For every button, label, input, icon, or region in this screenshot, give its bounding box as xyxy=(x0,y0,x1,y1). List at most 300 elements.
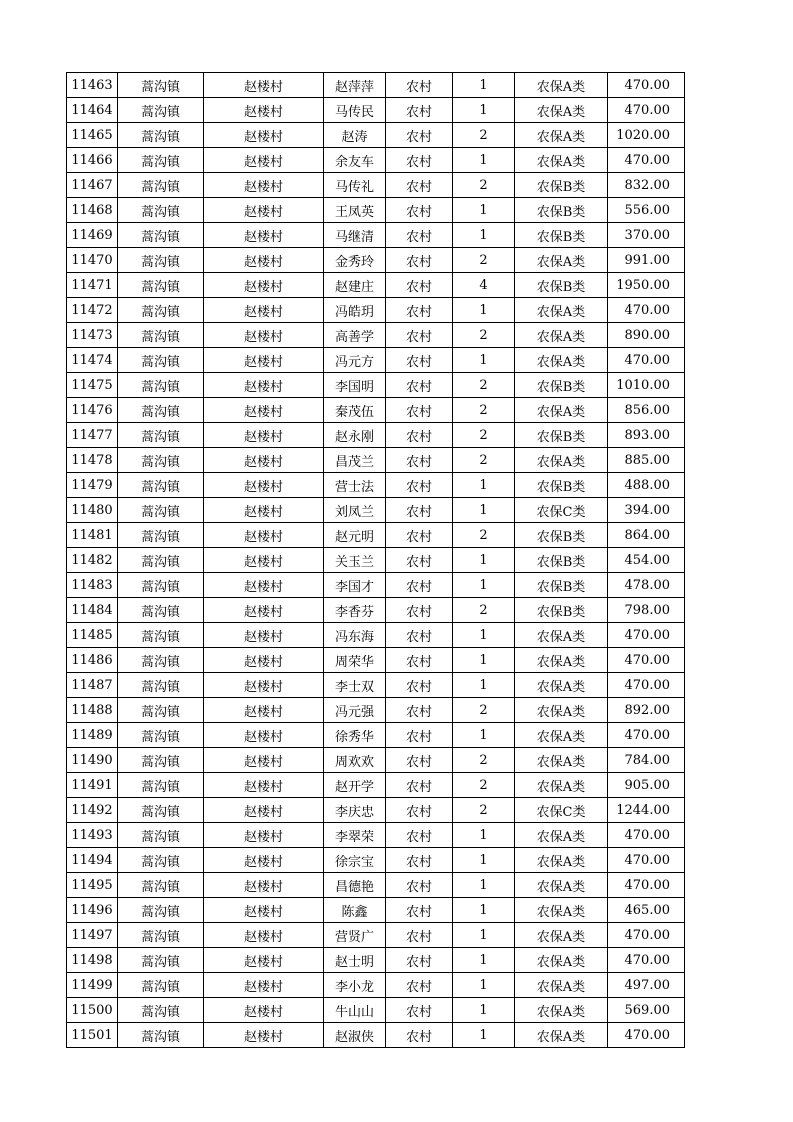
person-name-cell: 金秀玲 xyxy=(324,248,386,273)
record-number-cell: 11474 xyxy=(67,348,118,373)
amount-cell: 470.00 xyxy=(608,648,685,673)
village-cell: 赵楼村 xyxy=(204,873,324,898)
table-row xyxy=(67,673,685,698)
village-cell: 赵楼村 xyxy=(204,148,324,173)
insurance-category-cell: 农保B类 xyxy=(515,273,608,298)
area-type-cell: 农村 xyxy=(386,323,453,348)
amount-cell: 497.00 xyxy=(608,973,685,998)
insurance-category-cell: 农保A类 xyxy=(515,698,608,723)
household-count-cell: 1 xyxy=(453,848,515,873)
record-number-cell: 11466 xyxy=(67,148,118,173)
household-count-cell: 1 xyxy=(453,298,515,323)
person-name-cell: 李小龙 xyxy=(324,973,386,998)
amount-cell: 991.00 xyxy=(608,248,685,273)
amount-cell: 893.00 xyxy=(608,423,685,448)
amount-cell: 1950.00 xyxy=(608,273,685,298)
person-name-cell: 营士法 xyxy=(324,473,386,498)
village-cell: 赵楼村 xyxy=(204,623,324,648)
village-cell: 赵楼村 xyxy=(204,473,324,498)
person-name-cell: 李庆忠 xyxy=(324,798,386,823)
insurance-category-cell: 农保A类 xyxy=(515,248,608,273)
village-cell: 赵楼村 xyxy=(204,898,324,923)
area-type-cell: 农村 xyxy=(386,798,453,823)
insurance-category-cell: 农保B类 xyxy=(515,173,608,198)
town-cell: 蒿沟镇 xyxy=(118,348,204,373)
record-number-cell: 11464 xyxy=(67,98,118,123)
village-cell: 赵楼村 xyxy=(204,1023,324,1048)
insurance-category-cell: 农保A类 xyxy=(515,98,608,123)
insurance-category-cell: 农保A类 xyxy=(515,848,608,873)
record-number-cell: 11467 xyxy=(67,173,118,198)
household-count-cell: 2 xyxy=(453,248,515,273)
village-cell: 赵楼村 xyxy=(204,573,324,598)
amount-cell: 856.00 xyxy=(608,398,685,423)
area-type-cell: 农村 xyxy=(386,848,453,873)
insurance-category-cell: 农保B类 xyxy=(515,373,608,398)
table-row xyxy=(67,348,685,373)
person-name-cell: 刘凤兰 xyxy=(324,498,386,523)
village-cell: 赵楼村 xyxy=(204,598,324,623)
town-cell: 蒿沟镇 xyxy=(118,198,204,223)
insurance-category-cell: 农保B类 xyxy=(515,573,608,598)
town-cell: 蒿沟镇 xyxy=(118,223,204,248)
person-name-cell: 赵永刚 xyxy=(324,423,386,448)
household-count-cell: 2 xyxy=(453,773,515,798)
village-cell: 赵楼村 xyxy=(204,498,324,523)
amount-cell: 470.00 xyxy=(608,73,685,98)
record-number-cell: 11489 xyxy=(67,723,118,748)
insurance-category-cell: 农保A类 xyxy=(515,398,608,423)
household-count-cell: 2 xyxy=(453,698,515,723)
person-name-cell: 李士双 xyxy=(324,673,386,698)
town-cell: 蒿沟镇 xyxy=(118,448,204,473)
household-count-cell: 1 xyxy=(453,198,515,223)
person-name-cell: 李翠荣 xyxy=(324,823,386,848)
person-name-cell: 周荣华 xyxy=(324,648,386,673)
table-row xyxy=(67,473,685,498)
table-row xyxy=(67,498,685,523)
amount-cell: 470.00 xyxy=(608,348,685,373)
household-count-cell: 2 xyxy=(453,373,515,398)
table-row xyxy=(67,448,685,473)
table-row xyxy=(67,873,685,898)
person-name-cell: 李香芬 xyxy=(324,598,386,623)
area-type-cell: 农村 xyxy=(386,1023,453,1048)
record-number-cell: 11500 xyxy=(67,998,118,1023)
town-cell: 蒿沟镇 xyxy=(118,723,204,748)
record-number-cell: 11499 xyxy=(67,973,118,998)
amount-cell: 470.00 xyxy=(608,823,685,848)
amount-cell: 556.00 xyxy=(608,198,685,223)
household-count-cell: 2 xyxy=(453,598,515,623)
record-number-cell: 11492 xyxy=(67,798,118,823)
household-count-cell: 1 xyxy=(453,1023,515,1048)
amount-cell: 885.00 xyxy=(608,448,685,473)
village-cell: 赵楼村 xyxy=(204,248,324,273)
amount-cell: 864.00 xyxy=(608,523,685,548)
person-name-cell: 李国明 xyxy=(324,373,386,398)
table-row xyxy=(67,223,685,248)
record-number-cell: 11496 xyxy=(67,898,118,923)
town-cell: 蒿沟镇 xyxy=(118,473,204,498)
household-count-cell: 1 xyxy=(453,823,515,848)
area-type-cell: 农村 xyxy=(386,548,453,573)
household-count-cell: 1 xyxy=(453,473,515,498)
village-cell: 赵楼村 xyxy=(204,298,324,323)
town-cell: 蒿沟镇 xyxy=(118,273,204,298)
area-type-cell: 农村 xyxy=(386,898,453,923)
table-row xyxy=(67,373,685,398)
household-count-cell: 2 xyxy=(453,323,515,348)
area-type-cell: 农村 xyxy=(386,148,453,173)
table-row xyxy=(67,548,685,573)
insurance-category-cell: 农保A类 xyxy=(515,73,608,98)
record-number-cell: 11481 xyxy=(67,523,118,548)
table-row xyxy=(67,998,685,1023)
amount-cell: 470.00 xyxy=(608,1023,685,1048)
person-name-cell: 马传礼 xyxy=(324,173,386,198)
record-number-cell: 11469 xyxy=(67,223,118,248)
insurance-category-cell: 农保A类 xyxy=(515,348,608,373)
village-cell: 赵楼村 xyxy=(204,123,324,148)
person-name-cell: 冯东海 xyxy=(324,623,386,648)
record-number-cell: 11488 xyxy=(67,698,118,723)
insurance-category-cell: 农保A类 xyxy=(515,148,608,173)
record-number-cell: 11479 xyxy=(67,473,118,498)
table-row xyxy=(67,398,685,423)
town-cell: 蒿沟镇 xyxy=(118,948,204,973)
table-row xyxy=(67,948,685,973)
table-row xyxy=(67,773,685,798)
person-name-cell: 马传民 xyxy=(324,98,386,123)
area-type-cell: 农村 xyxy=(386,523,453,548)
town-cell: 蒿沟镇 xyxy=(118,423,204,448)
town-cell: 蒿沟镇 xyxy=(118,773,204,798)
table-row xyxy=(67,573,685,598)
person-name-cell: 赵开学 xyxy=(324,773,386,798)
village-cell: 赵楼村 xyxy=(204,748,324,773)
town-cell: 蒿沟镇 xyxy=(118,73,204,98)
village-cell: 赵楼村 xyxy=(204,398,324,423)
area-type-cell: 农村 xyxy=(386,698,453,723)
village-cell: 赵楼村 xyxy=(204,98,324,123)
table-row xyxy=(67,748,685,773)
insurance-category-cell: 农保A类 xyxy=(515,973,608,998)
record-number-cell: 11486 xyxy=(67,648,118,673)
relief-roster-table xyxy=(66,72,685,1048)
town-cell: 蒿沟镇 xyxy=(118,848,204,873)
table-row xyxy=(67,898,685,923)
village-cell: 赵楼村 xyxy=(204,173,324,198)
table-row xyxy=(67,148,685,173)
area-type-cell: 农村 xyxy=(386,73,453,98)
area-type-cell: 农村 xyxy=(386,98,453,123)
insurance-category-cell: 农保B类 xyxy=(515,473,608,498)
town-cell: 蒿沟镇 xyxy=(118,398,204,423)
insurance-category-cell: 农保A类 xyxy=(515,898,608,923)
amount-cell: 470.00 xyxy=(608,623,685,648)
household-count-cell: 2 xyxy=(453,523,515,548)
person-name-cell: 赵淑侠 xyxy=(324,1023,386,1048)
record-number-cell: 11465 xyxy=(67,123,118,148)
town-cell: 蒿沟镇 xyxy=(118,923,204,948)
town-cell: 蒿沟镇 xyxy=(118,573,204,598)
amount-cell: 1244.00 xyxy=(608,798,685,823)
area-type-cell: 农村 xyxy=(386,923,453,948)
village-cell: 赵楼村 xyxy=(204,523,324,548)
household-count-cell: 2 xyxy=(453,123,515,148)
person-name-cell: 马继清 xyxy=(324,223,386,248)
town-cell: 蒿沟镇 xyxy=(118,798,204,823)
amount-cell: 832.00 xyxy=(608,173,685,198)
household-count-cell: 1 xyxy=(453,548,515,573)
household-count-cell: 1 xyxy=(453,973,515,998)
table-row xyxy=(67,1023,685,1048)
insurance-category-cell: 农保B类 xyxy=(515,198,608,223)
household-count-cell: 1 xyxy=(453,723,515,748)
area-type-cell: 农村 xyxy=(386,298,453,323)
insurance-category-cell: 农保C类 xyxy=(515,798,608,823)
person-name-cell: 高善学 xyxy=(324,323,386,348)
amount-cell: 784.00 xyxy=(608,748,685,773)
record-number-cell: 11478 xyxy=(67,448,118,473)
village-cell: 赵楼村 xyxy=(204,548,324,573)
person-name-cell: 周欢欢 xyxy=(324,748,386,773)
amount-cell: 370.00 xyxy=(608,223,685,248)
person-name-cell: 赵元明 xyxy=(324,523,386,548)
person-name-cell: 赵涛 xyxy=(324,123,386,148)
record-number-cell: 11487 xyxy=(67,673,118,698)
person-name-cell: 秦茂伍 xyxy=(324,398,386,423)
town-cell: 蒿沟镇 xyxy=(118,1023,204,1048)
table-row xyxy=(67,973,685,998)
area-type-cell: 农村 xyxy=(386,448,453,473)
household-count-cell: 1 xyxy=(453,623,515,648)
household-count-cell: 1 xyxy=(453,98,515,123)
village-cell: 赵楼村 xyxy=(204,823,324,848)
table-row xyxy=(67,698,685,723)
insurance-category-cell: 农保A类 xyxy=(515,923,608,948)
record-number-cell: 11495 xyxy=(67,873,118,898)
person-name-cell: 陈鑫 xyxy=(324,898,386,923)
area-type-cell: 农村 xyxy=(386,723,453,748)
record-number-cell: 11491 xyxy=(67,773,118,798)
village-cell: 赵楼村 xyxy=(204,698,324,723)
amount-cell: 470.00 xyxy=(608,298,685,323)
insurance-category-cell: 农保A类 xyxy=(515,1023,608,1048)
table-row xyxy=(67,623,685,648)
insurance-category-cell: 农保B类 xyxy=(515,423,608,448)
amount-cell: 892.00 xyxy=(608,698,685,723)
amount-cell: 470.00 xyxy=(608,723,685,748)
insurance-category-cell: 农保A类 xyxy=(515,948,608,973)
amount-cell: 470.00 xyxy=(608,148,685,173)
area-type-cell: 农村 xyxy=(386,173,453,198)
insurance-category-cell: 农保A类 xyxy=(515,673,608,698)
town-cell: 蒿沟镇 xyxy=(118,98,204,123)
insurance-category-cell: 农保A类 xyxy=(515,773,608,798)
insurance-category-cell: 农保A类 xyxy=(515,123,608,148)
household-count-cell: 2 xyxy=(453,173,515,198)
table-row xyxy=(67,598,685,623)
insurance-category-cell: 农保A类 xyxy=(515,648,608,673)
area-type-cell: 农村 xyxy=(386,573,453,598)
amount-cell: 470.00 xyxy=(608,948,685,973)
table-row xyxy=(67,723,685,748)
village-cell: 赵楼村 xyxy=(204,673,324,698)
table-row xyxy=(67,198,685,223)
insurance-category-cell: 农保B类 xyxy=(515,223,608,248)
village-cell: 赵楼村 xyxy=(204,848,324,873)
village-cell: 赵楼村 xyxy=(204,923,324,948)
insurance-category-cell: 农保A类 xyxy=(515,823,608,848)
area-type-cell: 农村 xyxy=(386,823,453,848)
area-type-cell: 农村 xyxy=(386,223,453,248)
household-count-cell: 1 xyxy=(453,998,515,1023)
town-cell: 蒿沟镇 xyxy=(118,648,204,673)
person-name-cell: 冯皓玥 xyxy=(324,298,386,323)
town-cell: 蒿沟镇 xyxy=(118,673,204,698)
person-name-cell: 王凤英 xyxy=(324,198,386,223)
area-type-cell: 农村 xyxy=(386,498,453,523)
record-number-cell: 11475 xyxy=(67,373,118,398)
person-name-cell: 赵士明 xyxy=(324,948,386,973)
town-cell: 蒿沟镇 xyxy=(118,148,204,173)
area-type-cell: 农村 xyxy=(386,873,453,898)
area-type-cell: 农村 xyxy=(386,598,453,623)
table-row xyxy=(67,98,685,123)
person-name-cell: 赵建庄 xyxy=(324,273,386,298)
record-number-cell: 11483 xyxy=(67,573,118,598)
village-cell: 赵楼村 xyxy=(204,948,324,973)
table-row xyxy=(67,248,685,273)
village-cell: 赵楼村 xyxy=(204,973,324,998)
household-count-cell: 1 xyxy=(453,573,515,598)
insurance-category-cell: 农保A类 xyxy=(515,748,608,773)
person-name-cell: 赵萍萍 xyxy=(324,73,386,98)
area-type-cell: 农村 xyxy=(386,273,453,298)
area-type-cell: 农村 xyxy=(386,648,453,673)
record-number-cell: 11463 xyxy=(67,73,118,98)
record-number-cell: 11468 xyxy=(67,198,118,223)
area-type-cell: 农村 xyxy=(386,748,453,773)
insurance-category-cell: 农保A类 xyxy=(515,623,608,648)
amount-cell: 470.00 xyxy=(608,98,685,123)
village-cell: 赵楼村 xyxy=(204,323,324,348)
area-type-cell: 农村 xyxy=(386,773,453,798)
household-count-cell: 1 xyxy=(453,348,515,373)
household-count-cell: 1 xyxy=(453,948,515,973)
area-type-cell: 农村 xyxy=(386,998,453,1023)
household-count-cell: 2 xyxy=(453,798,515,823)
village-cell: 赵楼村 xyxy=(204,198,324,223)
insurance-category-cell: 农保A类 xyxy=(515,448,608,473)
amount-cell: 890.00 xyxy=(608,323,685,348)
area-type-cell: 农村 xyxy=(386,248,453,273)
record-number-cell: 11480 xyxy=(67,498,118,523)
insurance-category-cell: 农保C类 xyxy=(515,498,608,523)
household-count-cell: 1 xyxy=(453,873,515,898)
household-count-cell: 1 xyxy=(453,148,515,173)
amount-cell: 465.00 xyxy=(608,898,685,923)
town-cell: 蒿沟镇 xyxy=(118,523,204,548)
insurance-category-cell: 农保B类 xyxy=(515,523,608,548)
record-number-cell: 11477 xyxy=(67,423,118,448)
table-row xyxy=(67,298,685,323)
person-name-cell: 冯元方 xyxy=(324,348,386,373)
household-count-cell: 1 xyxy=(453,923,515,948)
record-number-cell: 11473 xyxy=(67,323,118,348)
person-name-cell: 营贤广 xyxy=(324,923,386,948)
table-row xyxy=(67,798,685,823)
table-row xyxy=(67,323,685,348)
person-name-cell: 冯元强 xyxy=(324,698,386,723)
area-type-cell: 农村 xyxy=(386,373,453,398)
record-number-cell: 11501 xyxy=(67,1023,118,1048)
amount-cell: 488.00 xyxy=(608,473,685,498)
record-number-cell: 11485 xyxy=(67,623,118,648)
household-count-cell: 1 xyxy=(453,648,515,673)
area-type-cell: 农村 xyxy=(386,198,453,223)
insurance-category-cell: 农保B类 xyxy=(515,598,608,623)
insurance-category-cell: 农保A类 xyxy=(515,723,608,748)
area-type-cell: 农村 xyxy=(386,673,453,698)
record-number-cell: 11470 xyxy=(67,248,118,273)
amount-cell: 1010.00 xyxy=(608,373,685,398)
area-type-cell: 农村 xyxy=(386,473,453,498)
town-cell: 蒿沟镇 xyxy=(118,823,204,848)
amount-cell: 569.00 xyxy=(608,998,685,1023)
insurance-category-cell: 农保B类 xyxy=(515,548,608,573)
person-name-cell: 昌茂兰 xyxy=(324,448,386,473)
amount-cell: 798.00 xyxy=(608,598,685,623)
record-number-cell: 11493 xyxy=(67,823,118,848)
town-cell: 蒿沟镇 xyxy=(118,998,204,1023)
record-number-cell: 11484 xyxy=(67,598,118,623)
town-cell: 蒿沟镇 xyxy=(118,548,204,573)
household-count-cell: 1 xyxy=(453,73,515,98)
town-cell: 蒿沟镇 xyxy=(118,173,204,198)
household-count-cell: 2 xyxy=(453,448,515,473)
record-number-cell: 11494 xyxy=(67,848,118,873)
person-name-cell: 徐秀华 xyxy=(324,723,386,748)
household-count-cell: 1 xyxy=(453,223,515,248)
table-row xyxy=(67,73,685,98)
town-cell: 蒿沟镇 xyxy=(118,298,204,323)
town-cell: 蒿沟镇 xyxy=(118,973,204,998)
town-cell: 蒿沟镇 xyxy=(118,623,204,648)
table-row xyxy=(67,648,685,673)
amount-cell: 470.00 xyxy=(608,873,685,898)
area-type-cell: 农村 xyxy=(386,123,453,148)
table-row xyxy=(67,848,685,873)
household-count-cell: 2 xyxy=(453,423,515,448)
household-count-cell: 4 xyxy=(453,273,515,298)
town-cell: 蒿沟镇 xyxy=(118,873,204,898)
town-cell: 蒿沟镇 xyxy=(118,698,204,723)
record-number-cell: 11498 xyxy=(67,948,118,973)
village-cell: 赵楼村 xyxy=(204,448,324,473)
household-count-cell: 1 xyxy=(453,898,515,923)
area-type-cell: 农村 xyxy=(386,423,453,448)
village-cell: 赵楼村 xyxy=(204,998,324,1023)
village-cell: 赵楼村 xyxy=(204,648,324,673)
area-type-cell: 农村 xyxy=(386,623,453,648)
household-count-cell: 2 xyxy=(453,748,515,773)
table-row xyxy=(67,423,685,448)
village-cell: 赵楼村 xyxy=(204,423,324,448)
area-type-cell: 农村 xyxy=(386,973,453,998)
